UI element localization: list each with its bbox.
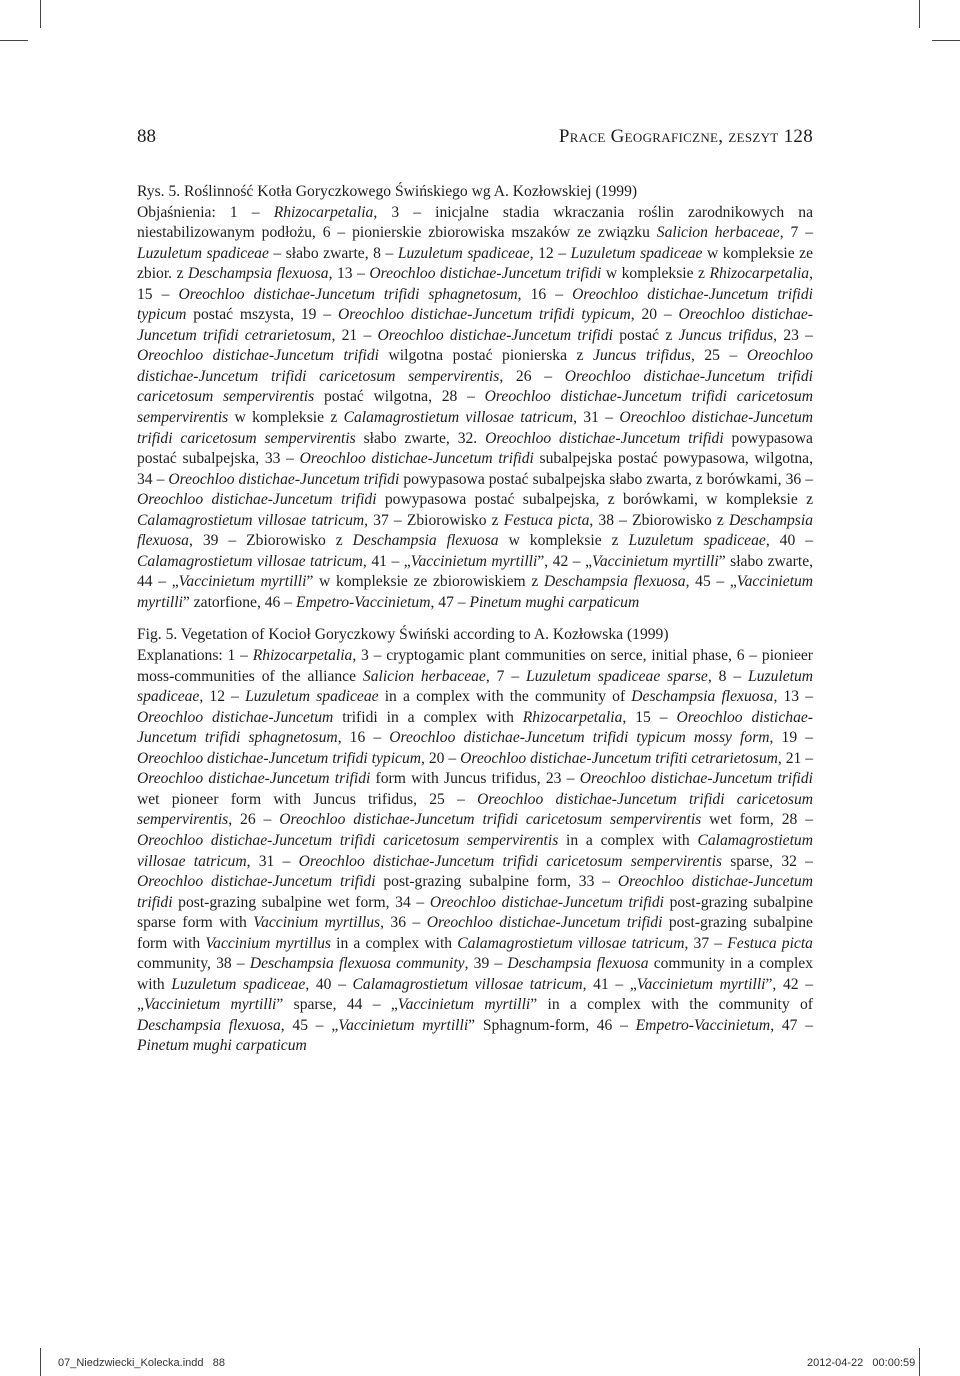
italic-taxon-text: Empetro-Vaccinietum — [295, 593, 431, 611]
text-run: , 31 – — [573, 409, 620, 427]
text-run: Explanations: 1 – — [137, 647, 253, 665]
text-run: community, 38 – — [137, 955, 250, 973]
text-run: , 47 – — [770, 1016, 814, 1034]
italic-taxon-text: Oreochloo distichae-Juncetum trifidi — [369, 265, 602, 283]
italic-taxon-text: Festuca picta — [727, 934, 813, 952]
italic-taxon-text: Oreochloo distichae-Juncetum trifidi caricetosum sempervirentis — [137, 347, 813, 385]
text-run: , 3 – inicjalne stadia wkraczania roślin zarodnikowych na niestabilizowanym podłożu, 6 – pionierskie zbiorowiska mszaków ze związku — [137, 203, 814, 242]
text-run: słabo zwarte, 32. — [355, 429, 486, 447]
text-run: , 13 – — [773, 688, 814, 706]
italic-taxon-text: Oreochloo distichae-Juncetum trifidi caricetosum sempervirentis — [137, 790, 814, 829]
text-run: ”, 42 – „ — [537, 552, 593, 570]
italic-taxon-text: Oreochloo distichae-Juncetum trifidi — [137, 873, 813, 911]
text-run: in a complex with the community of — [378, 688, 632, 706]
text-run: , 37 – — [684, 934, 728, 952]
italic-taxon-text: Luzuletum spadiceae sparse — [526, 667, 708, 685]
italic-taxon-text: Luzuletum spadiceae — [397, 244, 530, 262]
italic-taxon-text: Vaccinietum myrtilli — [137, 573, 814, 611]
italic-taxon-text: Salicion herbaceae — [362, 667, 486, 685]
text-run: , 40 – — [765, 532, 814, 550]
text-run: , 19 – — [769, 729, 813, 747]
text-run: ” w kompleksie ze zbiorowiskiem z — [306, 573, 544, 591]
crop-mark-top-left — [40, 0, 41, 28]
italic-taxon-text: Oreochloo distichae-Juncetum trifidi caricetosum sempervirentis — [137, 409, 814, 447]
italic-taxon-text: Oreochloo distichae-Juncetum trifidi — [579, 770, 814, 788]
italic-taxon-text: Vaccinietum myrtilli — [178, 573, 307, 591]
text-run: ” słabo zwarte, 44 – „ — [137, 552, 814, 591]
running-title: Prace Geograficzne, zeszyt 128 — [558, 126, 813, 147]
text-run: postać z — [612, 326, 679, 344]
italic-taxon-text: Vaccinietum myrtilli — [397, 996, 531, 1014]
italic-taxon-text: Vaccinietum myrtilli — [592, 552, 719, 570]
text-run: , 25 – — [690, 347, 747, 365]
english-caption: Fig. 5. Vegetation of Kocioł Goryczkowy Świński according to A. Kozłowska (1999) — [137, 626, 669, 644]
text-run: , 37 – Zbiorowisko z — [364, 511, 504, 529]
italic-taxon-text: Deschampsia flexuosa — [137, 1016, 281, 1034]
italic-taxon-text: Deschampsia flexuosa — [507, 955, 649, 973]
italic-taxon-text: Oreochloo distichae-Juncetum trifidi — [485, 429, 724, 447]
italic-taxon-text: Calamagrostietum villosae tatricum — [343, 409, 574, 427]
text-run: form with Juncus trifidus, 23 – — [370, 770, 580, 788]
italic-taxon-text: Luzuletum spadiceae — [171, 975, 306, 993]
italic-taxon-text: Empetro-Vaccinietum — [635, 1016, 771, 1034]
text-run: ” in a complex with the community of — [530, 996, 813, 1014]
text-run: , 41 – „ — [362, 552, 411, 570]
italic-taxon-text: Pinetum mughi carpaticum — [469, 593, 640, 611]
crop-mark-top-right — [919, 0, 920, 28]
text-run: , 23 – — [773, 326, 813, 344]
italic-taxon-text: Oreochloo distichae-Juncetum trifidi caricetosum sempervirentis — [137, 367, 813, 406]
text-run: , 38 – Zbiorowisko z — [589, 511, 729, 529]
italic-taxon-text: Luzuletum spadiceae — [137, 667, 814, 706]
text-run: post-grazing subalpine sparse form with — [137, 893, 813, 932]
text-run: wet pioneer form with Juncus trifidus, 25 – — [137, 790, 478, 808]
crop-mark-right-vertical — [932, 40, 960, 41]
text-run: powypasowa postać subalpejska, 33 – — [137, 429, 813, 468]
italic-taxon-text: Oreochloo distichae-Juncetum trifidi typicum — [337, 306, 631, 324]
text-run: subalpejska postać powypasowa, wilgotna, 34 – — [137, 450, 813, 488]
text-run: ” zatorfione, 46 – — [182, 593, 296, 611]
italic-taxon-text: Vaccinietum myrtilli — [410, 552, 538, 570]
italic-taxon-text: Oreochloo distichae-Juncetum trifiti cetrarietosum — [460, 749, 778, 767]
text-run: community in a complex with — [137, 955, 814, 993]
text-run: , 20 – — [421, 749, 461, 767]
text-run: , 39 – — [464, 955, 508, 973]
italic-taxon-text: Vaccinietum myrtilli — [143, 996, 277, 1014]
text-run: postać wilgotna, 28 – — [314, 388, 485, 406]
italic-taxon-text: Oreochloo distichae-Juncetum trifidi sphagnetosum — [137, 708, 813, 747]
italic-taxon-text: Oreochloo distichae-Juncetum trifidi typicum mossy form — [389, 729, 770, 747]
text-run: in a complex with — [558, 831, 698, 849]
text-run: , 26 – — [499, 367, 565, 385]
text-run: , 47 – — [430, 593, 470, 611]
italic-taxon-text: Oreochloo distichae-Juncetum trifidi — [426, 914, 663, 932]
italic-taxon-text: Deschampsia flexuosa — [188, 265, 329, 283]
text-run: powypasowa postać subalpejska słabo zwarta, z borówkami, 36 – — [399, 470, 813, 488]
italic-taxon-text: Vaccinium myrtillus — [205, 934, 331, 952]
text-run: wilgotna postać pionierska z — [378, 347, 594, 365]
text-run: , 8 – — [707, 667, 749, 685]
text-run: , 7 – — [485, 667, 527, 685]
italic-taxon-text: Calamagrostietum villosae tatricum — [137, 511, 365, 529]
crop-mark-bottom-right — [919, 1348, 920, 1376]
text-run: , 16 – — [337, 729, 390, 747]
italic-taxon-text: Calamagrostietum villosae tatricum — [137, 831, 813, 870]
italic-taxon-text: Festuca picta — [503, 511, 590, 529]
italic-taxon-text: Oreochloo distichae-Juncetum trifidi — [137, 491, 377, 509]
figure-legend-body — [137, 182, 813, 1057]
section-gap — [137, 613, 813, 625]
text-run: , 45 – „ — [685, 573, 737, 591]
italic-taxon-text: Deschampsia flexuosa — [631, 688, 774, 706]
page-header — [137, 126, 813, 156]
text-run: , 12 – — [529, 244, 571, 262]
italic-taxon-text: Oreochloo distichae-Juncetum trifidi typicum — [137, 285, 814, 324]
text-run: , 21 – — [331, 326, 378, 344]
italic-taxon-text: Deschampsia flexuosa — [352, 532, 499, 550]
italic-taxon-text: Oreochloo distichae-Juncetum trifidi — [429, 893, 664, 911]
italic-taxon-text: Rhizocarpetalia — [522, 708, 623, 726]
text-run: post-grazing subalpine form with — [137, 914, 813, 952]
italic-taxon-text: Oreochloo distichae-Juncetum trifidi — [137, 873, 376, 891]
text-run: , 20 – — [630, 306, 679, 324]
italic-taxon-text: Luzuletum spadiceae — [245, 688, 379, 706]
text-run: w kompleksie z — [601, 265, 710, 283]
italic-taxon-text: Oreochloo distichae-Juncetum trifidi — [299, 450, 534, 468]
text-run: , 16 – — [517, 285, 573, 303]
italic-taxon-text: Calamagrostietum villosae tatricum — [137, 552, 363, 570]
text-run: , 7 – — [779, 224, 813, 242]
italic-taxon-text: Oreochloo distichae-Juncetum trifidi — [168, 470, 400, 488]
italic-taxon-text: Oreochloo distichae-Juncetum trifidi — [137, 770, 371, 788]
text-run: trifidi in a complex with — [333, 708, 523, 726]
text-run: , 45 – „ — [280, 1016, 339, 1034]
text-run: post-grazing subalpine form, 33 – — [375, 873, 618, 891]
text-run: w kompleksie ze zbior. z — [137, 244, 814, 283]
text-run: , 15 – — [137, 265, 814, 303]
text-run: ” sparse, 44 – „ — [276, 996, 398, 1014]
text-run: w kompleksie z — [228, 409, 344, 427]
italic-taxon-text: Oreochloo distichae-Juncetum trifidi — [137, 347, 379, 365]
text-run: , 21 – — [777, 749, 814, 767]
italic-taxon-text: Pinetum mughi carpaticum — [137, 1037, 307, 1055]
page-number: 88 — [137, 126, 156, 147]
polish-explanations — [137, 203, 813, 614]
text-run: , 41 – „ — [582, 975, 637, 993]
italic-taxon-text: Juncus trifidus — [593, 347, 691, 365]
text-run: , 3 – cryptogamic plant communities on serce, initial phase, 6 – pionieer moss-communities of the alliance — [137, 647, 813, 685]
text-run: post-grazing subalpine wet form, 34 – — [172, 893, 430, 911]
text-run: – słabo zwarte, 8 – — [268, 244, 398, 262]
italic-taxon-text: Oreochloo distichae-Juncetum — [137, 708, 334, 726]
italic-taxon-text: Luzuletum spadiceae — [137, 244, 269, 262]
italic-taxon-text: Oreochloo distichae-Juncetum trifidi sphagnetosum — [178, 285, 518, 303]
english-explanations — [137, 646, 813, 1057]
slug-file-info: 07_Niedzwiecki_Kolecka.indd 88 — [58, 1357, 225, 1369]
italic-taxon-text: Deschampsia flexuosa — [543, 573, 686, 591]
italic-taxon-text: Salicion herbaceae — [656, 224, 780, 242]
text-run: , 36 – — [380, 914, 427, 932]
text-run: ”, 42 – „ — [137, 975, 813, 1014]
italic-taxon-text: Vaccinietum myrtilli — [338, 1016, 469, 1034]
text-run: wet form, 28 – — [701, 811, 814, 829]
text-run: postać mszysta, 19 – — [186, 306, 338, 324]
text-run: ” Sphagnum-form, 46 – — [468, 1016, 636, 1034]
italic-taxon-text: Oreochloo distichae-Juncetum trifidi caricetosum sempervirentis — [137, 388, 813, 427]
polish-caption: Rys. 5. Roślinność Kotła Goryczkowego Świńskiego wg A. Kozłowskiej (1999) — [137, 183, 638, 200]
text-run: Objaśnienia: 1 – — [137, 203, 274, 221]
italic-taxon-text: Juncus trifidus — [678, 326, 774, 344]
italic-taxon-text: Oreochloo distichae-Juncetum trifidi cetrarietosum — [137, 306, 813, 344]
text-run: sparse, 32 – — [721, 852, 813, 870]
slug-timestamp: 2012-04-22 00:00:59 — [807, 1357, 916, 1369]
italic-taxon-text: Luzuletum spadiceae — [570, 244, 703, 262]
italic-taxon-text: Calamagrostietum villosae tatricum — [457, 934, 685, 952]
text-run: , 39 – Zbiorowisko z — [188, 532, 353, 550]
crop-mark-left-vertical — [0, 40, 28, 41]
text-run: , 15 – — [622, 708, 677, 726]
text-run: , 40 – — [305, 975, 353, 993]
italic-taxon-text: Vaccinietum myrtilli — [636, 975, 766, 993]
text-run: powypasowa postać subalpejska, z borówkami, w kompleksie z — [376, 491, 813, 509]
text-run: w kompleksie z — [498, 532, 629, 550]
italic-taxon-text: Deschampsia flexuosa community — [249, 955, 465, 973]
italic-taxon-text: Deschampsia flexuosa — [137, 511, 813, 550]
text-run: , 26 – — [228, 811, 280, 829]
text-run: in a complex with — [330, 934, 458, 952]
italic-taxon-text: Oreochloo distichae-Juncetum trifidi caricetosum sempervirentis — [279, 811, 702, 829]
italic-taxon-text: Rhizocarpetalia — [709, 265, 810, 283]
text-run: , 12 – — [199, 688, 246, 706]
italic-taxon-text: Oreochloo distichae-Juncetum trifidi typicum — [137, 749, 422, 767]
italic-taxon-text: Vaccinium myrtillus — [253, 914, 381, 932]
italic-taxon-text: Rhizocarpetalia — [252, 647, 353, 665]
italic-taxon-text: Oreochloo distichae-Juncetum trifidi caricetosum sempervirentis — [137, 831, 559, 849]
crop-mark-bottom-left — [40, 1348, 41, 1376]
italic-taxon-text: Oreochloo distichae-Juncetum trifidi — [377, 326, 613, 344]
italic-taxon-text: Calamagrostietum villosae tatricum — [352, 975, 583, 993]
italic-taxon-text: Luzuletum spadiceae — [628, 532, 766, 550]
italic-taxon-text: Rhizocarpetalia — [273, 203, 374, 221]
italic-taxon-text: Oreochloo distichae-Juncetum trifidi caricetosum sempervirentis — [298, 852, 722, 870]
text-run: , 13 – — [328, 265, 370, 283]
text-run: , 31 – — [246, 852, 299, 870]
